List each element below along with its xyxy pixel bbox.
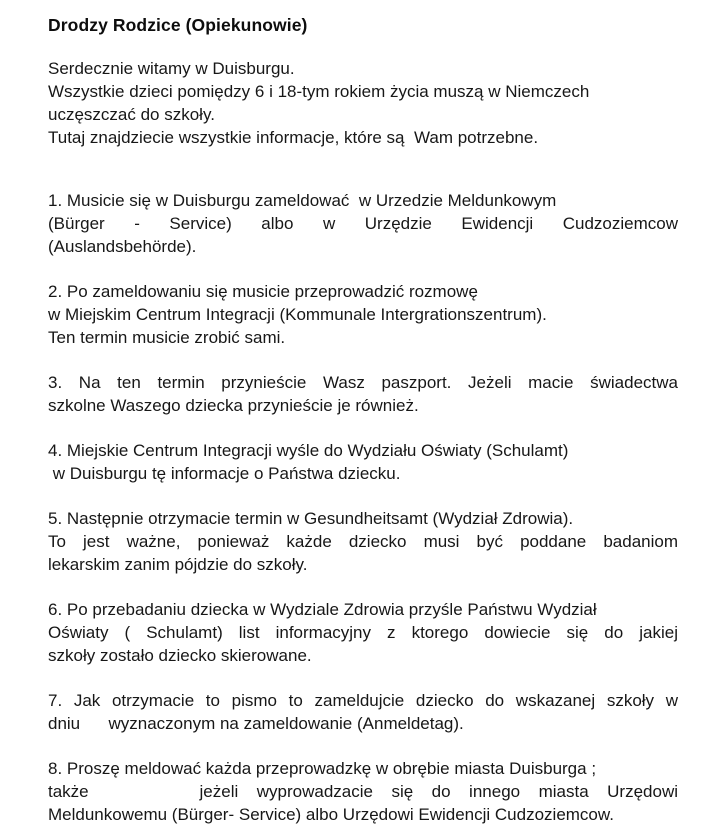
item-5-line-2: To jest ważne, ponieważ każde dziecko musi być poddane badaniom (48, 532, 678, 551)
page-title: Drodzy Rodzice (Opiekunowie) (48, 15, 308, 35)
intro-line-1: Serdecznie witamy w Duisburgu. (48, 59, 295, 78)
item-3-line-1: 3. Na ten termin przynieście Wasz paszport. Jeżeli macie świadectwa (48, 373, 678, 392)
item-7-line-1: 7. Jak otrzymacie to pismo to zameldujcie dziecko do wskazanej szkoły w (48, 691, 678, 710)
list-item-4 (48, 439, 678, 485)
item-4-line-2: w Duisburgu tę informacje o Państwa dziecku. (48, 464, 401, 483)
list-item-7 (48, 689, 678, 735)
item-2-line-3: Ten termin musicie zrobić sami. (48, 328, 286, 347)
item-2-line-2: w Miejskim Centrum Integracji (Kommunale Intergrationszentrum). (48, 305, 547, 324)
item-7-line-2: dniu wyznaczonym na zameldowanie (Anmeldetag). (48, 714, 464, 733)
item-8-line-2: także jeżeli wyprowadzacie się do innego miasta Urzędowi (48, 782, 678, 801)
item-6-line-3: szkoły zostało dziecko skierowane. (48, 646, 312, 665)
intro-paragraph (48, 57, 678, 149)
list-item-2 (48, 280, 678, 349)
item-2-line-1: 2. Po zameldowaniu się musicie przeprowadzić rozmowę (48, 282, 478, 301)
item-6-line-1: 6. Po przebadaniu dziecka w Wydziale Zdrowia przyśle Państwu Wydział (48, 600, 597, 619)
item-8-line-3: Meldunkowemu (Bürger- Service) albo Urzędowi Ewidencji Cudzoziemcow. (48, 805, 614, 824)
item-5-line-1: 5. Następnie otrzymacie termin w Gesundheitsamt (Wydział Zdrowia). (48, 509, 574, 528)
intro-line-2: Wszystkie dzieci pomiędzy 6 i 18-tym rokiem życia muszą w Niemczech (48, 82, 590, 101)
item-1-line-2: (Bürger - Service) albo w Urzędzie Ewidencji Cudzoziemcow (48, 214, 678, 233)
list-item-5 (48, 507, 678, 576)
item-3-line-2: szkolne Waszego dziecka przynieście je również. (48, 396, 419, 415)
item-1-line-3: (Auslandsbehörde). (48, 237, 197, 256)
list-item-8 (48, 757, 678, 826)
item-1-line-1: 1. Musicie się w Duisburgu zameldować w Urzedzie Meldunkowym (48, 191, 557, 210)
list-item-3 (48, 371, 678, 417)
intro-line-3: uczęszczać do szkoły. (48, 105, 215, 124)
item-8-line-1: 8. Proszę meldować każda przeprowadzkę w obrębie miasta Duisburga ; (48, 759, 597, 778)
item-6-line-2: Oświaty ( Schulamt) list informacyjny z ktorego dowiecie się do jakiej (48, 623, 678, 642)
list-item-1 (48, 189, 678, 258)
list-item-6 (48, 598, 678, 667)
item-4-line-1: 4. Miejskie Centrum Integracji wyśle do Wydziału Oświaty (Schulamt) (48, 441, 569, 460)
intro-line-4: Tutaj znajdziecie wszystkie informacje, które są Wam potrzebne. (48, 128, 539, 147)
item-5-line-3: lekarskim zanim pójdzie do szkoły. (48, 555, 308, 574)
